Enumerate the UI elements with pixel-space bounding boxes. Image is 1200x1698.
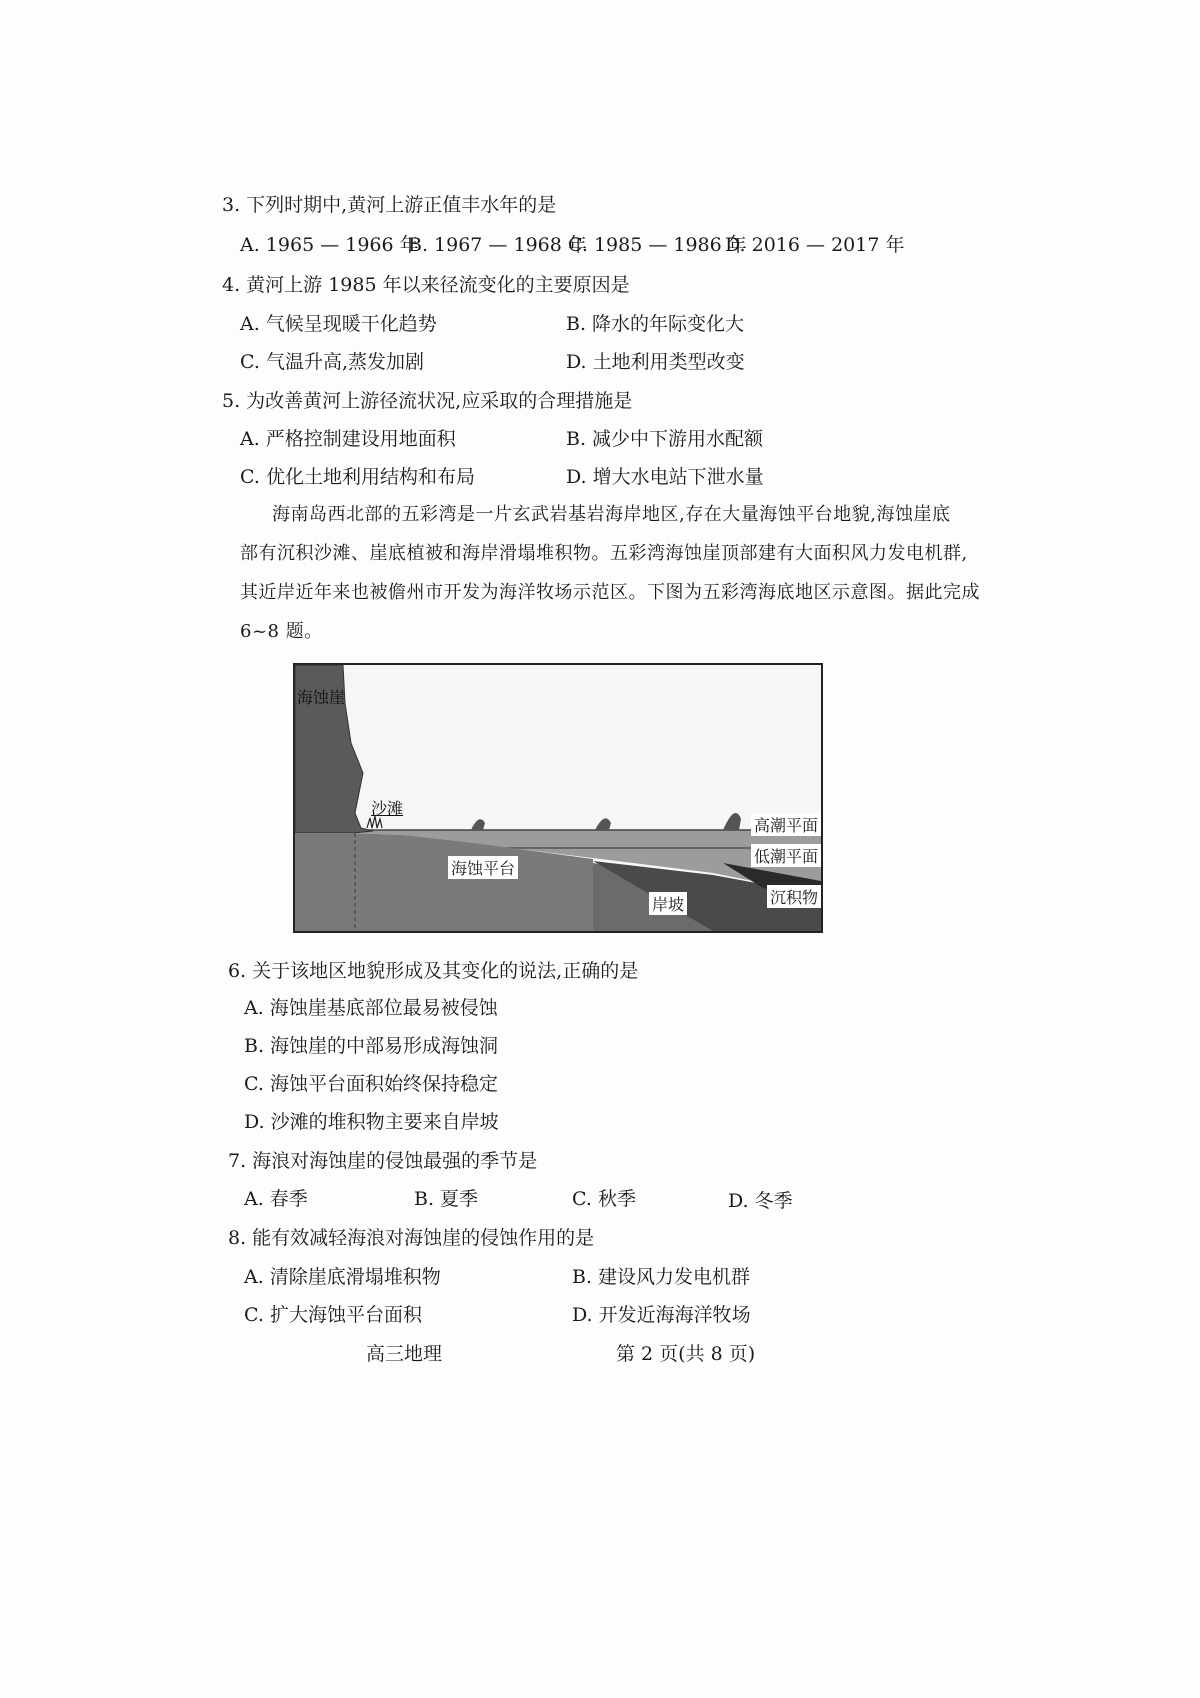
passage-line-3: 其近岸近年来也被儋州市开发为海洋牧场示范区。下图为五彩湾海底地区示意图。据此完成 [240,582,980,603]
coastal-cross-section-figure [293,663,823,933]
q3-option-c: C. 1985 — 1986 年 [568,234,747,256]
q5-option-b: B. 减少中下游用水配额 [566,428,764,450]
q5-stem: 5. 为改善黄河上游径流状况,应采取的合理措施是 [222,390,633,412]
q5-option-c: C. 优化土地利用结构和布局 [240,466,475,488]
label-high-tide: 高潮平面 [751,813,821,836]
label-wave-cut-platform: 海蚀平台 [448,856,518,879]
q7-stem: 7. 海浪对海蚀崖的侵蚀最强的季节是 [228,1150,538,1172]
q6-stem: 6. 关于该地区地貌形成及其变化的说法,正确的是 [228,960,639,982]
label-sea-cliff: 海蚀崖 [297,688,346,707]
footer-page-number: 第 2 页(共 8 页) [616,1343,756,1365]
q5-option-a: A. 严格控制建设用地面积 [240,428,456,450]
q6-option-b: B. 海蚀崖的中部易形成海蚀洞 [244,1035,499,1057]
label-beach: 沙滩 [371,799,404,818]
q4-option-d: D. 土地利用类型改变 [566,351,745,373]
q8-stem: 8. 能有效减轻海浪对海蚀崖的侵蚀作用的是 [228,1227,595,1249]
label-sediment: 沉积物 [767,885,821,908]
label-low-tide: 低潮平面 [751,844,821,867]
passage-line-1: 海南岛西北部的五彩湾是一片玄武岩基岩海岸地区,存在大量海蚀平台地貌,海蚀崖底 [272,504,951,525]
q8-option-a: A. 清除崖底滑塌堆积物 [244,1266,441,1288]
q6-option-c: C. 海蚀平台面积始终保持稳定 [244,1073,498,1095]
q4-option-c: C. 气温升高,蒸发加剧 [240,351,424,373]
q7-option-d: D. 冬季 [728,1190,793,1212]
q8-option-b: B. 建设风力发电机群 [572,1266,751,1288]
label-shore-slope: 岸坡 [649,892,687,915]
q5-option-d: D. 增大水电站下泄水量 [566,466,764,488]
passage-line-2: 部有沉积沙滩、崖底植被和海岸滑塌堆积物。五彩湾海蚀崖顶部建有大面积风力发电机群, [240,543,968,564]
q7-option-b: B. 夏季 [414,1188,479,1210]
footer-subject: 高三地理 [366,1343,443,1365]
q8-option-d: D. 开发近海海洋牧场 [572,1304,751,1326]
q7-option-c: C. 秋季 [572,1188,636,1210]
q4-option-a: A. 气候呈现暖干化趋势 [240,313,437,335]
q3-option-d: D. 2016 — 2017 年 [725,234,905,256]
q4-stem: 4. 黄河上游 1985 年以来径流变化的主要原因是 [222,274,630,296]
q6-option-d: D. 沙滩的堆积物主要来自岸坡 [244,1111,499,1133]
q8-option-c: C. 扩大海蚀平台面积 [244,1304,422,1326]
q3-option-b: B. 1967 — 1968 年 [408,234,587,256]
passage-line-4: 6~8 题。 [240,621,323,642]
q7-option-a: A. 春季 [244,1188,308,1210]
q3-stem: 3. 下列时期中,黄河上游正值丰水年的是 [222,194,557,216]
q3-option-a: A. 1965 — 1966 年 [240,234,419,256]
q6-option-a: A. 海蚀崖基底部位最易被侵蚀 [244,997,498,1019]
q4-option-b: B. 降水的年际变化大 [566,313,745,335]
